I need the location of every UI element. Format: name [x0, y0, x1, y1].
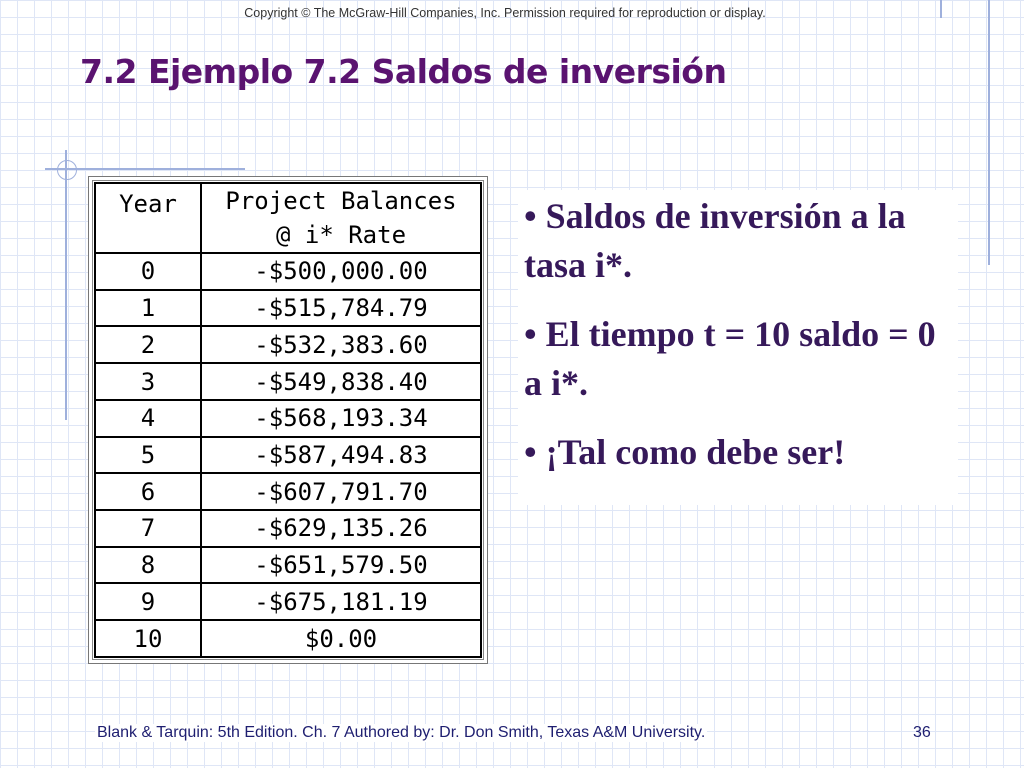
bullet-item: • ¡Tal como debe ser! [524, 432, 846, 472]
table-row [95, 473, 481, 510]
table-row [95, 620, 481, 657]
bullet-item: • El tiempo t = 10 saldo = 0 a i*. [524, 314, 936, 403]
table-row [95, 363, 481, 400]
year-cell: 3 [95, 363, 201, 400]
year-cell: 0 [95, 253, 201, 290]
copyright-notice: Copyright © The McGraw-Hill Companies, Inc. Permission required for reproduction or display. [244, 6, 766, 20]
footer-credit: Blank & Tarquin: 5th Edition. Ch. 7 Authored by: Dr. Don Smith, Texas A&M University. [97, 724, 706, 741]
balance-cell: -$587,494.83 [201, 437, 481, 474]
balances-table-frame [88, 176, 488, 664]
balance-cell: -$532,383.60 [201, 326, 481, 363]
header-balance-line1: Project Balances [225, 187, 457, 215]
bullet-list [518, 190, 958, 505]
balance-cell: -$675,181.19 [201, 583, 481, 620]
year-cell: 10 [95, 620, 201, 657]
year-cell: 8 [95, 547, 201, 584]
balance-cell: -$607,791.70 [201, 473, 481, 510]
table-row [95, 510, 481, 547]
slide-title: 7.2 Ejemplo 7.2 Saldos de inversión [80, 52, 727, 91]
table-row [95, 326, 481, 363]
year-cell: 1 [95, 290, 201, 327]
balance-cell: -$568,193.34 [201, 400, 481, 437]
balance-cell: -$651,579.50 [201, 547, 481, 584]
right-decor-line [988, 0, 990, 265]
table-row [95, 547, 481, 584]
balance-cell: -$629,135.26 [201, 510, 481, 547]
year-cell: 6 [95, 473, 201, 510]
left-decor-line [65, 150, 67, 420]
year-cell: 5 [95, 437, 201, 474]
balance-cell: -$515,784.79 [201, 290, 481, 327]
year-cell: 4 [95, 400, 201, 437]
year-cell: 2 [95, 326, 201, 363]
table-row [95, 290, 481, 327]
project-balances-table [94, 182, 482, 658]
balance-cell: $0.00 [201, 620, 481, 657]
balance-cell: -$549,838.40 [201, 363, 481, 400]
year-cell: 9 [95, 583, 201, 620]
header-project-balances [201, 183, 481, 253]
header-balance-line2: @ i* Rate [275, 221, 407, 249]
header-year: Year [95, 183, 201, 253]
year-cell: 7 [95, 510, 201, 547]
table-row [95, 583, 481, 620]
table-row [95, 400, 481, 437]
table-row [95, 253, 481, 290]
balance-cell: -$500,000.00 [201, 253, 481, 290]
decor-ring-icon [57, 160, 77, 180]
page-number: 36 [913, 724, 931, 741]
table-row [95, 437, 481, 474]
table-header-row [95, 183, 481, 253]
bullet-item: • Saldos de inversión a la tasa i*. [524, 196, 906, 285]
